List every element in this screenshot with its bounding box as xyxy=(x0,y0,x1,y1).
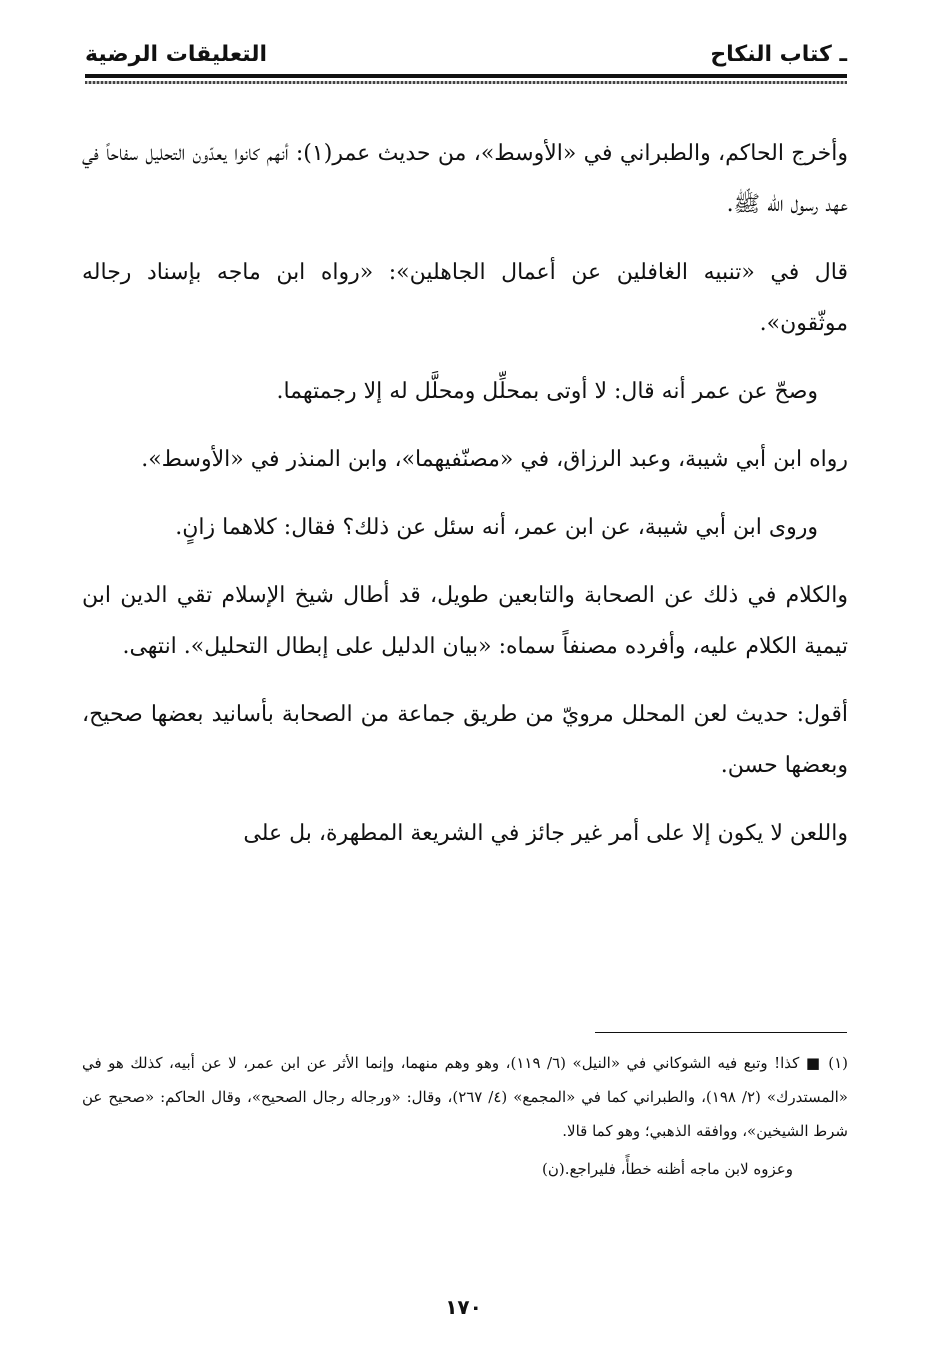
paragraph: واللعن لا يكون إلا على أمر غير جائز في الشريعة المطهرة، بل على xyxy=(243,821,848,846)
footnote-divider xyxy=(595,1032,847,1033)
paragraph: والكلام في ذلك عن الصحابة والتابعين طويل، قد أطال شيخ الإسلام تقي الدين ابن تيمية الكلام عليه، وأفرده مصنفاً سماه: «بيان الدليل على إبطال التحليل». انتهى. xyxy=(82,583,848,659)
paragraph: أقول: حديث لعن المحلل مرويّ من طريق جماعة من الصحابة بأسانيد بعضها صحيح، وبعضها حسن. xyxy=(82,702,848,778)
footnote-publisher-note: وعزوه لابن ماجه أظنه خطأً، فليراجع.(ن) xyxy=(542,1160,793,1178)
paragraph: وروى ابن أبي شيبة، عن ابن عمر، أنه سئل عن ذلك؟ فقال: كلاهما زانٍ. xyxy=(175,515,818,540)
footnote-1: (١) ■ كذا! وتبع فيه الشوكاني في «النيل» (٦/ ١١٩)، وهو وهم منهما، وإنما الأثر عن ابن عمر، لا عن أبيه، كذلك هو في «المستدرك» (٢/ ١٩٨)، والطبراني كما في «المجمع» (٤/ ٢٦٧)، وقال: «ورجاله رجال الصحيح»، وقال الحاكم: «صحيح عن شرط الشيخين»، ووافقه الذهبي؛ وهو كما قالا. xyxy=(82,1054,848,1140)
main-text xyxy=(82,128,848,876)
page-number: ١٧٠ xyxy=(445,1295,482,1319)
paragraph: قال في «تنبيه الغافلين عن أعمال الجاهلين»: «رواه ابن ماجه بإسناد رجاله موثّقون». xyxy=(82,260,848,336)
header-divider-texture xyxy=(85,81,847,84)
header-divider xyxy=(85,74,847,78)
paragraph: وصحّ عن عمر أنه قال: لا أوتى بمحلِّل ومحلَّل له إلا رجمتهما. xyxy=(276,379,818,404)
paragraph: وأخرج الحاكم، والطبراني في «الأوسط»، من حديث عمر(١): أنهم كانوا يعدّون التحليل سفاحاً في عهد رسول الله ﷺ. xyxy=(82,141,848,217)
paragraph: رواه ابن أبي شيبة، وعبد الرزاق، في «مصنّفيهما»، وابن المنذر في «الأوسط». xyxy=(141,447,848,472)
footnotes xyxy=(82,1046,848,1186)
running-header xyxy=(85,40,847,72)
chapter-title: ـ كتاب النكاح xyxy=(710,42,847,67)
book-title: التعليقات الرضية xyxy=(85,42,268,67)
